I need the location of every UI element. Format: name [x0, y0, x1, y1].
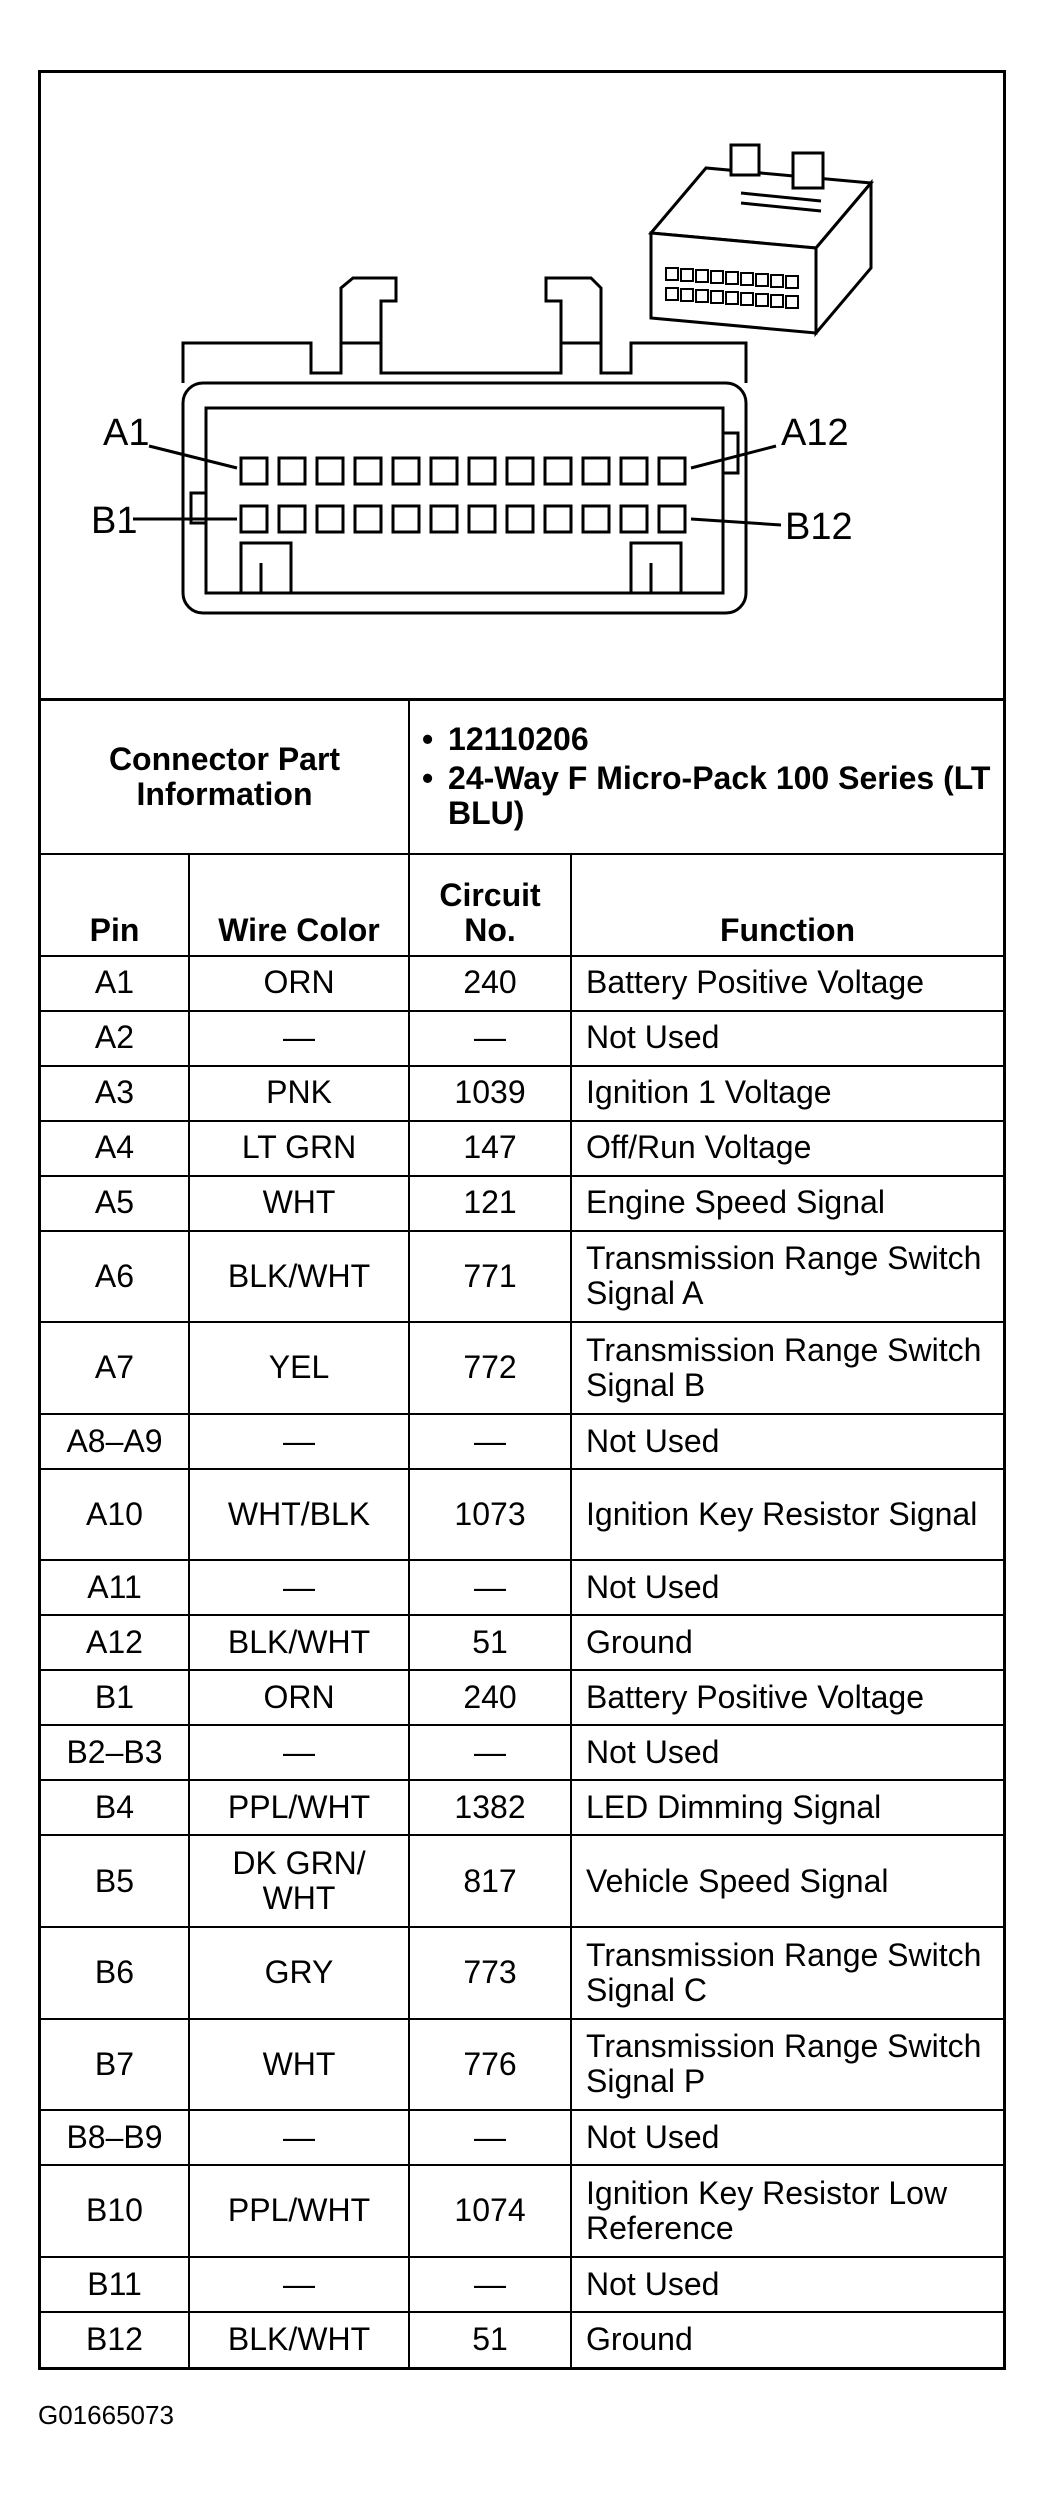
circuit-cell: — [409, 1725, 571, 1780]
connector-face-view [183, 278, 746, 613]
part-number: 12110206 [448, 721, 589, 758]
pin-cell: A1 [41, 956, 189, 1011]
wire-color-cell: BLK/WHT [189, 1231, 409, 1323]
circuit-cell: 147 [409, 1121, 571, 1176]
table-row [41, 1231, 1003, 1323]
circuit-cell: — [409, 2257, 571, 2312]
wire-color-cell: — [189, 1414, 409, 1469]
pin-cell: A7 [41, 1322, 189, 1414]
pin-cell: B10 [41, 2165, 189, 2257]
table-row [41, 1469, 1003, 1561]
function-cell: Not Used [571, 1560, 1003, 1615]
function-cell: Not Used [571, 1725, 1003, 1780]
pin-cell: B12 [41, 2312, 189, 2367]
pin-cell: B4 [41, 1780, 189, 1835]
pin-cell: B8–B9 [41, 2110, 189, 2165]
pin-row-b [241, 506, 685, 532]
table-row [41, 1615, 1003, 1670]
figure-code: G01665073 [38, 2400, 174, 2430]
circuit-cell: 240 [409, 956, 571, 1011]
function-cell: Vehicle Speed Signal [571, 1835, 1003, 1927]
circuit-cell: 773 [409, 1927, 571, 2019]
function-cell: Ignition 1 Voltage [571, 1066, 1003, 1121]
pin-cell: A12 [41, 1615, 189, 1670]
pin-cell: B6 [41, 1927, 189, 2019]
circuit-cell: 51 [409, 1615, 571, 1670]
pin-table [41, 701, 1003, 2367]
connector-3d-view-icon [651, 145, 871, 333]
wire-color-cell: — [189, 2257, 409, 2312]
table-row [41, 1322, 1003, 1414]
circuit-cell: 1073 [409, 1469, 571, 1561]
wire-color-cell: BLK/WHT [189, 1615, 409, 1670]
function-cell: Ignition Key Resistor Signal [571, 1469, 1003, 1561]
col-function-header: Function [571, 854, 1003, 956]
table-row [41, 2257, 1003, 2312]
function-cell: Ground [571, 2312, 1003, 2367]
table-row [41, 1176, 1003, 1231]
table-row [41, 1835, 1003, 1927]
pin-cell: A3 [41, 1066, 189, 1121]
circuit-cell: 240 [409, 1670, 571, 1725]
circuit-cell: 51 [409, 2312, 571, 2367]
wire-color-cell: WHT [189, 1176, 409, 1231]
table-row [41, 2019, 1003, 2111]
pin-row-a [241, 458, 685, 484]
table-row [41, 1414, 1003, 1469]
function-cell: Transmission Range Switch Signal C [571, 1927, 1003, 2019]
part-description: 24-Way F Micro-Pack 100 Series (LT BLU) [448, 760, 991, 832]
table-row [41, 2165, 1003, 2257]
circuit-cell: 817 [409, 1835, 571, 1927]
col-circuit-header: Circuit No. [409, 854, 571, 956]
wire-color-cell: WHT/BLK [189, 1469, 409, 1561]
part-description-line [422, 761, 991, 831]
table-row [41, 956, 1003, 1011]
table-row [41, 2110, 1003, 2165]
wire-color-cell: DK GRN/ WHT [189, 1835, 409, 1927]
function-cell: Battery Positive Voltage [571, 956, 1003, 1011]
function-cell: Off/Run Voltage [571, 1121, 1003, 1176]
circuit-cell: — [409, 1560, 571, 1615]
wire-color-cell: PPL/WHT [189, 1780, 409, 1835]
function-cell: Engine Speed Signal [571, 1176, 1003, 1231]
pin-cell: A11 [41, 1560, 189, 1615]
circuit-cell: 1039 [409, 1066, 571, 1121]
circuit-cell: 1382 [409, 1780, 571, 1835]
bullet-icon: • [422, 721, 434, 758]
table-row [41, 1011, 1003, 1066]
col-wire-color-header: Wire Color [189, 854, 409, 956]
connector-info-row [41, 701, 1003, 854]
circuit-cell: 771 [409, 1231, 571, 1323]
circuit-cell: — [409, 1414, 571, 1469]
table-row [41, 1121, 1003, 1176]
circuit-cell: 121 [409, 1176, 571, 1231]
circuit-cell: — [409, 1011, 571, 1066]
function-cell: Not Used [571, 2110, 1003, 2165]
function-cell: Not Used [571, 1011, 1003, 1066]
pin-cell: A2 [41, 1011, 189, 1066]
table-row [41, 1725, 1003, 1780]
table-row [41, 2312, 1003, 2367]
connector-part-label: Connector Part Information [41, 701, 409, 854]
connector-sheet [38, 70, 1006, 2370]
function-cell: Transmission Range Switch Signal A [571, 1231, 1003, 1323]
pin-cell: A6 [41, 1231, 189, 1323]
wire-color-cell: BLK/WHT [189, 2312, 409, 2367]
table-row [41, 1560, 1003, 1615]
part-number-line [422, 722, 991, 757]
column-header-row [41, 854, 1003, 956]
pin-cell: A10 [41, 1469, 189, 1561]
wire-color-cell: ORN [189, 956, 409, 1011]
pin-cell: B1 [41, 1670, 189, 1725]
wire-color-cell: ORN [189, 1670, 409, 1725]
table-row [41, 1927, 1003, 2019]
function-cell: Battery Positive Voltage [571, 1670, 1003, 1725]
connector-part-details [409, 701, 1003, 854]
pin-cell: B5 [41, 1835, 189, 1927]
function-cell: Transmission Range Switch Signal P [571, 2019, 1003, 2111]
connector-diagram [41, 73, 1003, 701]
wire-color-cell: — [189, 1560, 409, 1615]
col-pin-header: Pin [41, 854, 189, 956]
connector-drawing [41, 73, 1003, 695]
pin-cell: A4 [41, 1121, 189, 1176]
pin-cell: A5 [41, 1176, 189, 1231]
wire-color-cell: — [189, 1725, 409, 1780]
function-cell: Not Used [571, 1414, 1003, 1469]
circuit-cell: 772 [409, 1322, 571, 1414]
wire-color-cell: PNK [189, 1066, 409, 1121]
wire-color-cell: LT GRN [189, 1121, 409, 1176]
label-b12: B12 [785, 506, 853, 548]
function-cell: LED Dimming Signal [571, 1780, 1003, 1835]
label-a12: A12 [781, 412, 849, 454]
wire-color-cell: GRY [189, 1927, 409, 2019]
table-row [41, 1780, 1003, 1835]
table-row [41, 1670, 1003, 1725]
label-a1: A1 [103, 412, 150, 454]
circuit-cell: 776 [409, 2019, 571, 2111]
pin-cell: B11 [41, 2257, 189, 2312]
wire-color-cell: YEL [189, 1322, 409, 1414]
circuit-cell: 1074 [409, 2165, 571, 2257]
bullet-icon: • [422, 760, 434, 797]
function-cell: Ignition Key Resistor Low Reference [571, 2165, 1003, 2257]
function-cell: Not Used [571, 2257, 1003, 2312]
pin-cell: A8–A9 [41, 1414, 189, 1469]
wire-color-cell: — [189, 1011, 409, 1066]
label-b1: B1 [91, 500, 138, 542]
wire-color-cell: PPL/WHT [189, 2165, 409, 2257]
wire-color-cell: WHT [189, 2019, 409, 2111]
wire-color-cell: — [189, 2110, 409, 2165]
circuit-cell: — [409, 2110, 571, 2165]
pin-cell: B2–B3 [41, 1725, 189, 1780]
function-cell: Transmission Range Switch Signal B [571, 1322, 1003, 1414]
table-row [41, 1066, 1003, 1121]
function-cell: Ground [571, 1615, 1003, 1670]
pin-cell: B7 [41, 2019, 189, 2111]
